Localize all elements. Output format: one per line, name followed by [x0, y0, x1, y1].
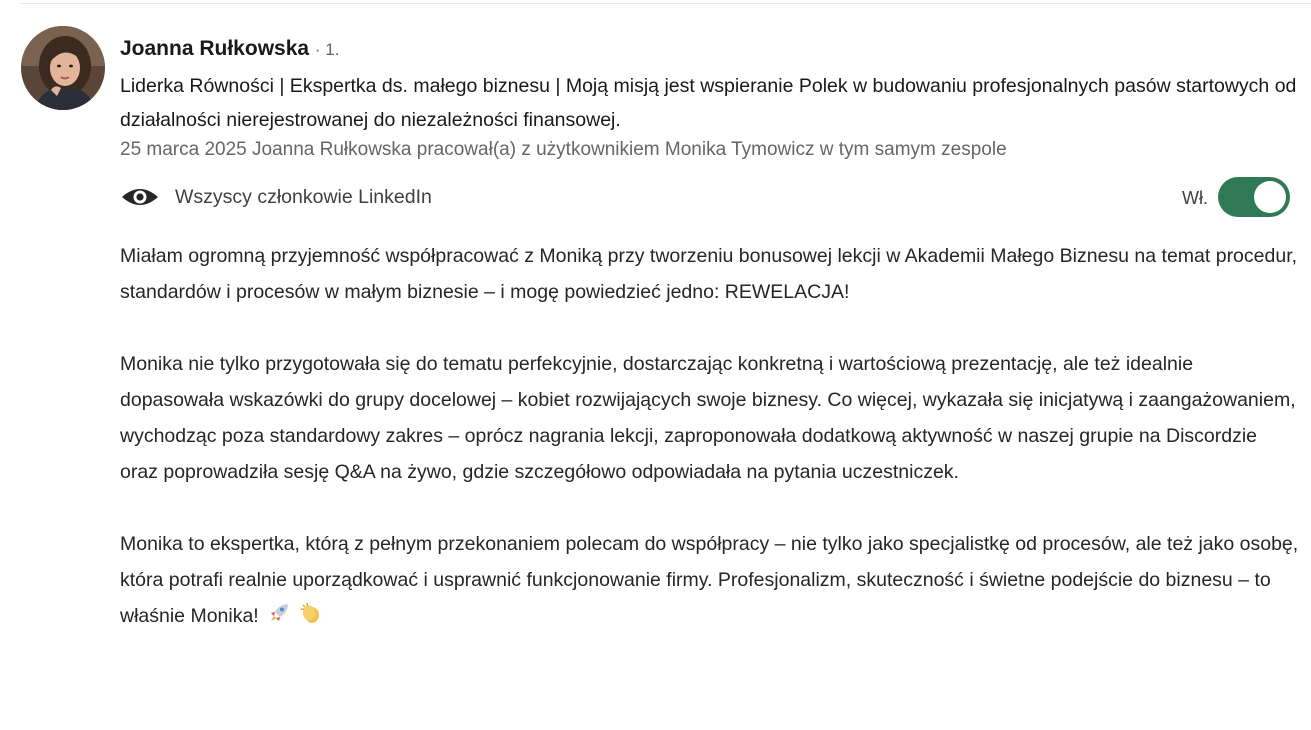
author-headline: Liderka Równości | Ekspertka ds. małego biznesu | Moją misją jest wspieranie Polek w budowaniu profesjonalnych pasów startowych od działalności nierejestrowanej do niezależności finansowej. [120, 75, 1297, 131]
avatar[interactable] [21, 26, 105, 110]
visibility-row [120, 180, 1290, 214]
recommendation-paragraph-2: Monika nie tylko przygotowała się do tematu perfekcyjnie, dostarczając konkretną i wartościową prezentację, ale też idealnie dopasowała wskazówki do grupy docelowej – kobiet rozwijających swoje biznesy. Co więcej, wykazała się inicjatywą i zaangażowaniem, wychodząc poza standardowy zakres – oprócz nagrania lekcji, zaproponowała dodatkową aktywność w naszej grupie na Discordzie oraz poprowadziła sesję Q&A na żywo, gdzie szczegółowo odpowiadała na pytania uczestniczek. [120, 353, 1296, 483]
top-divider [20, 3, 1311, 4]
recommendation-body [120, 238, 1300, 670]
recommendation-paragraph-1: Miałam ogromną przyjemność współpracować z Moniką przy tworzeniu bonusowej lekcji w Akademii Małego Biznesu na temat procedur, standardów i procesów w małym biznesie – i mogę powiedzieć jedno: REWELACJA! [120, 245, 1298, 303]
clapping-hands-emoji-icon [299, 601, 323, 625]
author-name-row [120, 34, 1300, 64]
connection-degree: · 1. [314, 40, 340, 59]
recommendation-meta: 25 marca 2025 Joanna Rułkowska pracował(a) z użytkownikiem Monika Tymowicz w tym samym zespole [120, 139, 1007, 160]
author-name[interactable]: Joanna Rułkowska [120, 37, 310, 60]
visibility-toggle[interactable] [1218, 177, 1290, 217]
rocket-emoji-icon [267, 601, 291, 625]
toggle-knob [1254, 181, 1286, 213]
avatar-photo [21, 26, 105, 110]
recommendation-paragraph-3-text: Monika to ekspertka, którą z pełnym przekonaniem polecam do współpracy – nie tylko jako specjalistkę od procesów, ale też jako osobę, która potrafi realnie uporządkować i usprawnić funkcjonowanie firmy. Profesjonalizm, skuteczność i świetne podejście do biznesu – to właśnie Monika! [120, 533, 1299, 627]
eye-icon [120, 184, 160, 210]
author-header [120, 34, 1300, 162]
recommendation-paragraph-3 [120, 526, 1300, 634]
toggle-label: Wł. [1182, 188, 1208, 208]
visibility-label: Wszyscy członkowie LinkedIn [175, 186, 432, 208]
